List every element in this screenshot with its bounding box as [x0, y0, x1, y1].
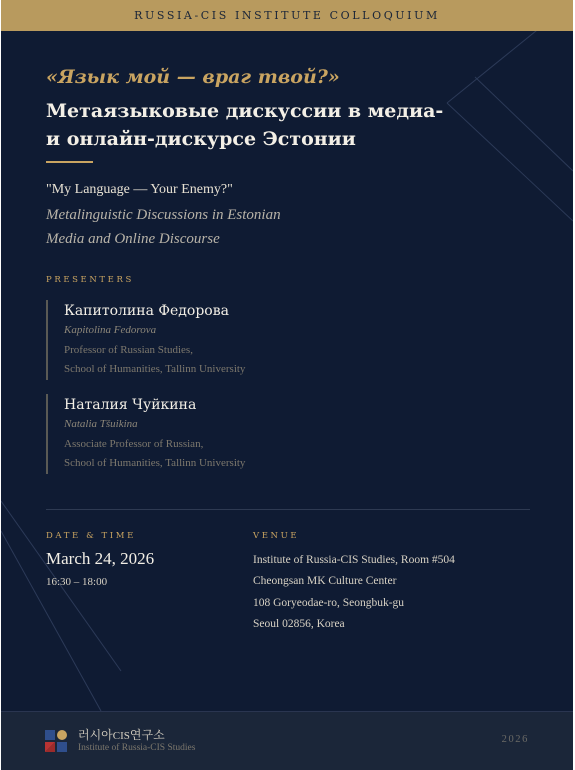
presenter-role: Associate Professor of Russian,	[64, 438, 204, 450]
venue-label: VENUE	[253, 531, 300, 541]
event-date: March 24, 2026	[46, 549, 155, 568]
footer-year: 2026	[501, 734, 529, 745]
presenter-name: Наталия Чуйкина	[64, 397, 197, 413]
presenter-affiliation: School of Humanities, Tallinn University	[64, 457, 246, 469]
presenter-role: Professor of Russian Studies,	[64, 344, 193, 356]
presenter-card	[46, 394, 346, 474]
venue-line: Cheongsan MK Culture Center	[253, 575, 397, 588]
date-label: DATE & TIME	[46, 531, 136, 541]
presenter-latin-name: Natalia Tšuikina	[64, 418, 138, 430]
title-russian-line: и онлайн-дискурсе Эстонии	[46, 128, 356, 150]
subtitle-english-line: Media and Online Discourse	[46, 231, 220, 247]
title-russian	[46, 97, 466, 153]
title-english: "My Language — Your Enemy?"	[46, 182, 233, 197]
institute-name-korean-part: CIS	[112, 730, 130, 742]
event-time: 16:30 – 18:00	[46, 576, 108, 588]
colloquium-poster	[1, 0, 573, 770]
presenters-label: PRESENTERS	[46, 275, 134, 285]
venue-line: Seoul 02856, Korea	[253, 617, 345, 630]
venue-address	[253, 550, 455, 635]
institute-name-korean	[78, 726, 165, 743]
presenter-latin-name: Kapitolina Fedorova	[64, 324, 157, 336]
footer	[1, 711, 573, 770]
presenter-card	[46, 300, 346, 380]
title-russian-line: Метаязыковые дискуссии в медиа-	[46, 100, 444, 122]
institute-logo-icon	[45, 730, 67, 752]
presenter-affiliation: School of Humanities, Tallinn University	[64, 363, 246, 375]
presenter-name: Капитолина Федорова	[64, 303, 229, 319]
institute-name-english: Institute of Russia-CIS Studies	[78, 743, 196, 753]
subtitle-english	[46, 203, 281, 251]
subtitle-english-line: Metalinguistic Discussions in Estonian	[46, 207, 281, 223]
institute-name-korean-part: 러시아	[78, 728, 113, 742]
title-russian-quote: «Язык мой — враг твой?»	[46, 66, 340, 88]
venue-line: Institute of Russia-CIS Studies, Room #504	[253, 554, 455, 566]
gold-divider	[46, 161, 93, 163]
header-band	[1, 0, 573, 31]
section-divider	[46, 509, 530, 510]
institute-name-korean-part: 연구소	[129, 728, 165, 742]
header-band-text: RUSSIA-CIS INSTITUTE COLLOQUIUM	[134, 9, 440, 22]
venue-line: 108 Goryeodae-ro, Seongbuk-gu	[253, 596, 405, 609]
